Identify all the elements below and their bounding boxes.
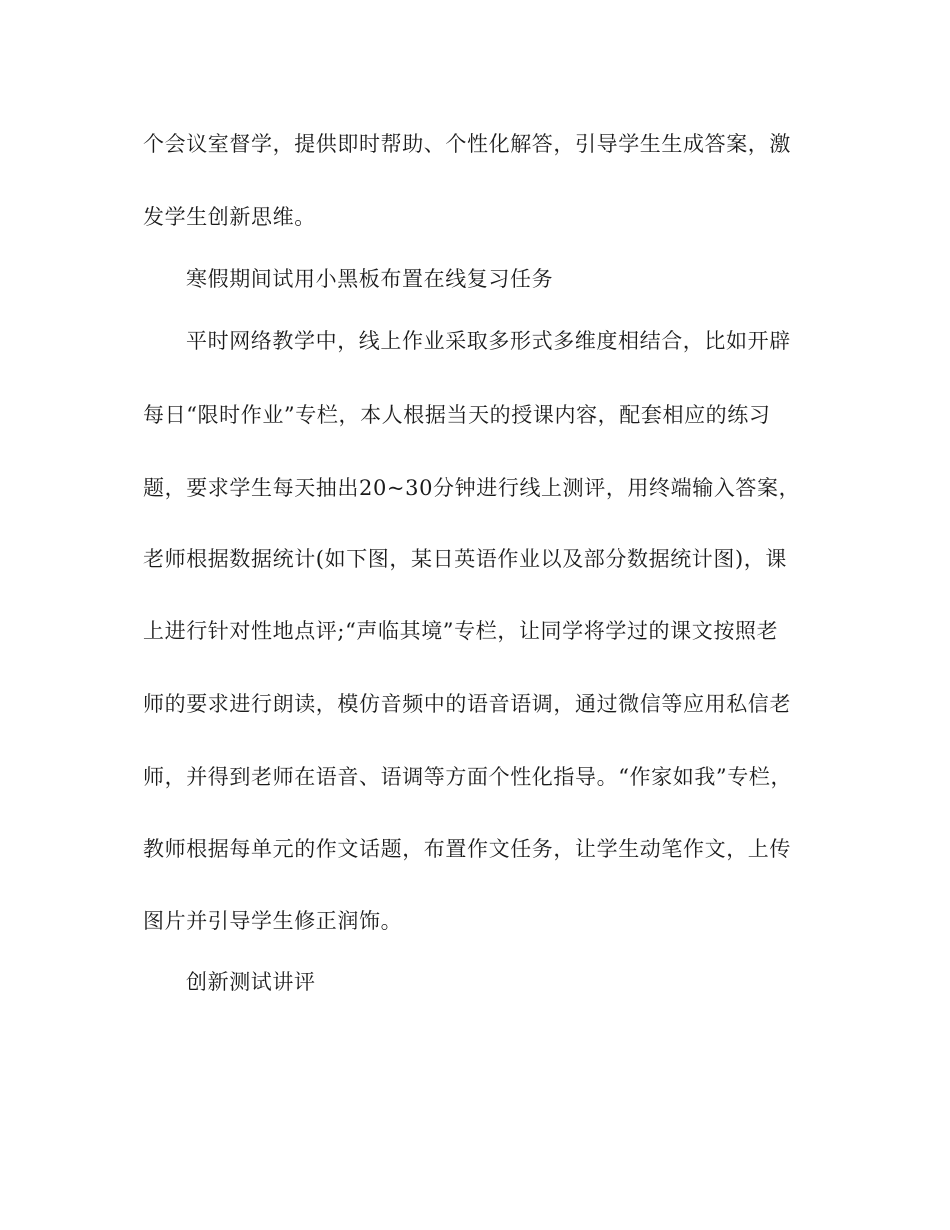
paragraph-line: 发学生创新思维。 — [143, 205, 316, 229]
paragraph-line: 上进行针对性地点评;“声临其境”专栏，让同学将学过的课文按照老 — [143, 619, 779, 643]
section-heading: 寒假期间试用小黑板布置在线复习任务 — [186, 267, 554, 291]
paragraph-line: 平时网络教学中，线上作业采取多形式多维度相结合，比如开辟 — [186, 329, 791, 353]
paragraph-line: 老师根据数据统计(如下图，某日英语作业以及部分数据统计图)，课 — [143, 547, 787, 571]
paragraph-line: 图片并引导学生修正润饰。 — [143, 909, 403, 933]
paragraph-line: 师的要求进行朗读，模仿音频中的语音语调，通过微信等应用私信老 — [143, 692, 791, 716]
paragraph-line: 教师根据每单元的作文话题，布置作文任务，让学生动笔作文，上传 — [143, 837, 791, 861]
paragraph-line: 每日“限时作业”专栏，本人根据当天的授课内容，配套相应的练习 — [143, 403, 771, 427]
paragraph-line: 师，并得到老师在语音、语调等方面个性化指导。“作家如我”专栏， — [143, 765, 793, 789]
section-heading: 创新测试讲评 — [186, 970, 316, 994]
paragraph-line: 个会议室督学，提供即时帮助、个性化解答，引导学生生成答案，激 — [143, 132, 791, 156]
paragraph-line: 题，要求学生每天抽出20~30分钟进行线上测评，用终端输入答案， — [143, 476, 801, 500]
